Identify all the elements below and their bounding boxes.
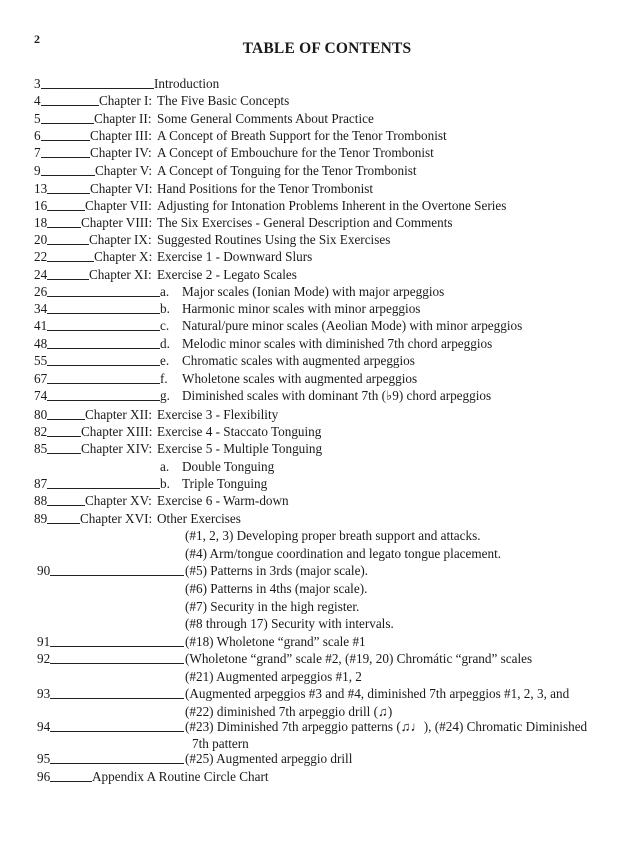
entry-title: Adjusting for Intonation Problems Inherent in the Overtone Series	[157, 198, 507, 213]
leader-line	[41, 105, 99, 106]
page-ref: 6	[34, 128, 41, 143]
entry-title: A Concept of Embouchure for the Tenor Trombonist	[157, 145, 434, 160]
exercise-description: (#4) Arm/tongue coordination and legato tongue placement.	[185, 546, 502, 561]
entry-title: Natural/pure minor scales (Aeolian Mode) with minor arpeggios	[182, 318, 523, 333]
page-ref: 91	[37, 634, 51, 649]
page-ref: 7	[34, 145, 41, 160]
chapter-label: Chapter IX:	[89, 232, 152, 247]
leader-line	[50, 731, 184, 732]
leader-line	[47, 400, 160, 401]
chapter-label: Chapter II:	[94, 111, 152, 126]
leader-line	[47, 244, 89, 245]
leader-line	[47, 453, 81, 454]
exercise-description: 7th pattern	[192, 736, 249, 751]
leader-line	[47, 261, 94, 262]
page-ref: 87	[34, 476, 48, 491]
page-ref: 94	[37, 719, 51, 734]
leader-line	[47, 436, 81, 437]
toc-entry[interactable]	[0, 750, 640, 767]
leader-line	[50, 575, 184, 576]
toc-entry[interactable]	[0, 668, 640, 685]
toc-entry[interactable]	[0, 562, 640, 579]
leader-line	[47, 193, 90, 194]
page-ref: 9	[34, 163, 41, 178]
subsection-letter: a.	[160, 459, 170, 474]
page-ref: 16	[34, 198, 48, 213]
toc-entry[interactable]	[0, 580, 640, 597]
leader-line	[50, 698, 184, 699]
chapter-label: Chapter XI:	[89, 267, 152, 282]
page-ref: 88	[34, 493, 48, 508]
chapter-label: Chapter V:	[95, 163, 153, 178]
toc-entry[interactable]	[0, 317, 640, 334]
toc-entry[interactable]	[0, 598, 640, 615]
subsection-letter: d.	[160, 336, 170, 351]
exercise-description: (#21) Augmented arpeggios #1, 2	[185, 669, 362, 684]
page-ref: 3	[34, 76, 41, 91]
entry-title: Exercise 1 - Downward Slurs	[157, 249, 313, 264]
entry-title: Exercise 5 - Multiple Tonguing	[157, 441, 323, 456]
page-ref: 85	[34, 441, 48, 456]
leader-line	[50, 663, 184, 664]
leader-line	[41, 123, 94, 124]
page-ref: 67	[34, 371, 48, 386]
leader-line	[47, 279, 89, 280]
toc-entry[interactable]	[0, 650, 640, 667]
page-ref: 80	[34, 407, 48, 422]
leader-line	[47, 365, 160, 366]
entry-title: Double Tonguing	[182, 459, 275, 474]
page-ref: 96	[37, 769, 51, 784]
page-ref: 13	[34, 181, 48, 196]
page-ref: 55	[34, 353, 48, 368]
subsection-letter: f.	[160, 371, 168, 386]
toc-entry[interactable]	[0, 492, 640, 509]
toc-entry[interactable]	[0, 423, 640, 440]
page-ref: 4	[34, 93, 41, 108]
subsection-letter: c.	[160, 318, 170, 333]
appendix-title: Appendix A Routine Circle Chart	[92, 769, 269, 784]
page-ref: 89	[34, 511, 48, 526]
page-ref: 92	[37, 651, 51, 666]
leader-line	[47, 210, 85, 211]
exercise-description: (#23) Diminished 7th arpeggio patterns (♫♩), (#24) Chromatic Diminished	[185, 719, 588, 734]
subsection-letter: g.	[160, 388, 170, 403]
exercise-description: (#25) Augmented arpeggio drill	[185, 751, 353, 766]
toc-entry[interactable]	[0, 768, 640, 785]
leader-line	[47, 383, 160, 384]
subsection-letter: a.	[160, 284, 170, 299]
chapter-label: Chapter III:	[90, 128, 152, 143]
toc-entry[interactable]	[0, 335, 640, 352]
chapter-label: Chapter I:	[99, 93, 153, 108]
entry-title: Chromatic scales with augmented arpeggios	[182, 353, 415, 368]
exercise-description: (#1, 2, 3) Developing proper breath support and attacks.	[185, 528, 481, 543]
page-ref: 93	[37, 686, 51, 701]
page-ref: 41	[34, 318, 48, 333]
toc-entry[interactable]	[0, 458, 640, 475]
chapter-label: Chapter VIII:	[81, 215, 153, 230]
exercise-description: (#6) Patterns in 4ths (major scale).	[185, 581, 368, 596]
chapter-label: Chapter XIV:	[81, 441, 153, 456]
toc-entry[interactable]	[0, 440, 640, 457]
entry-title: A Concept of Breath Support for the Tenor Trombonist	[157, 128, 447, 143]
toc-entry[interactable]	[0, 283, 640, 300]
leader-line	[47, 313, 160, 314]
chapter-label: Chapter X:	[94, 249, 153, 264]
page-ref: 90	[37, 563, 51, 578]
toc-entry[interactable]	[0, 475, 640, 492]
exercise-description: (Wholetone “grand” scale #2, (#19, 20) Chromátic “grand” scales	[185, 651, 533, 666]
page-ref: 20	[34, 232, 48, 247]
subsection-letter: b.	[160, 301, 170, 316]
page-ref: 5	[34, 111, 41, 126]
page-ref: 26	[34, 284, 48, 299]
toc-entry[interactable]	[0, 545, 640, 562]
toc-entry[interactable]	[0, 180, 640, 197]
toc-entry[interactable]	[0, 300, 640, 317]
toc-entry[interactable]	[0, 266, 640, 283]
entry-title: Major scales (Ionian Mode) with major arpeggios	[182, 284, 445, 299]
entry-title: Exercise 4 - Staccato Tonguing	[157, 424, 322, 439]
leader-line	[47, 296, 160, 297]
toc-entry[interactable]	[0, 685, 640, 702]
entry-title: Some General Comments About Practice	[157, 111, 374, 126]
chapter-label: Chapter VII:	[85, 198, 152, 213]
exercise-description: (Augmented arpeggios #3 and #4, diminished 7th arpeggios #1, 2, 3, and	[185, 686, 570, 701]
leader-line	[41, 140, 90, 141]
toc-entry[interactable]	[0, 352, 640, 369]
leader-line	[41, 88, 154, 89]
entry-title: The Five Basic Concepts	[157, 93, 290, 108]
subsection-letter: b.	[160, 476, 170, 491]
entry-title: Other Exercises	[157, 511, 241, 526]
entry-title: Melodic minor scales with diminished 7th chord arpeggios	[182, 336, 493, 351]
toc-entry[interactable]	[0, 387, 640, 404]
leader-line	[47, 227, 81, 228]
leader-line	[47, 348, 160, 349]
leader-line	[50, 646, 184, 647]
toc-entry[interactable]	[0, 510, 640, 527]
page-ref: 48	[34, 336, 48, 351]
exercise-description: (#8 through 17) Security with intervals.	[185, 616, 394, 631]
toc-entry[interactable]	[0, 615, 640, 632]
leader-line	[50, 781, 92, 782]
toc-entry[interactable]	[0, 633, 640, 650]
page-ref: 74	[34, 388, 48, 403]
toc-entry[interactable]	[0, 718, 640, 735]
exercise-description: (#18) Wholetone “grand” scale #1	[185, 634, 366, 649]
toc-entry[interactable]	[0, 110, 640, 127]
toc-entry[interactable]	[0, 370, 640, 387]
page-ref: 24	[34, 267, 48, 282]
subsection-letter: e.	[160, 353, 170, 368]
entry-title: Diminished scales with dominant 7th (♭9) chord arpeggios	[182, 388, 492, 403]
page-ref: 18	[34, 215, 48, 230]
toc-entry[interactable]	[0, 162, 640, 179]
page-ref: 22	[34, 249, 48, 264]
chapter-label: Chapter XVI:	[80, 511, 153, 526]
toc-entry[interactable]	[0, 197, 640, 214]
leader-line	[47, 330, 160, 331]
toc-entry[interactable]	[0, 406, 640, 423]
entry-title: Introduction	[154, 76, 220, 91]
leader-line	[41, 157, 90, 158]
leader-line	[47, 523, 80, 524]
exercise-description: (#7) Security in the high register.	[185, 599, 360, 614]
page-ref: 34	[34, 301, 48, 316]
entry-title: Wholetone scales with augmented arpeggios	[182, 371, 418, 386]
toc-entry[interactable]	[0, 231, 640, 248]
page-ref: 95	[37, 751, 51, 766]
entry-title: Suggested Routines Using the Six Exercises	[157, 232, 391, 247]
exercise-description: (#22) diminished 7th arpeggio drill (♫)	[185, 704, 393, 719]
chapter-label: Chapter XV:	[85, 493, 152, 508]
entry-title: The Six Exercises - General Description and Comments	[157, 215, 453, 230]
toc-entry[interactable]	[0, 75, 640, 92]
toc-entry[interactable]	[0, 248, 640, 265]
entry-title: Exercise 6 - Warm-down	[157, 493, 289, 508]
exercise-description: (#5) Patterns in 3rds (major scale).	[185, 563, 369, 578]
entry-title: Exercise 2 - Legato Scales	[157, 267, 297, 282]
entry-title: Triple Tonguing	[182, 476, 268, 491]
entry-title: Harmonic minor scales with minor arpeggios	[182, 301, 421, 316]
toc-entry[interactable]	[0, 92, 640, 109]
toc-entry[interactable]	[0, 144, 640, 161]
chapter-label: Chapter VI:	[90, 181, 153, 196]
leader-line	[47, 488, 160, 489]
chapter-label: Chapter XII:	[85, 407, 153, 422]
page-title: TABLE OF CONTENTS	[242, 40, 412, 57]
page-ref: 82	[34, 424, 48, 439]
chapter-label: Chapter XIII:	[81, 424, 153, 439]
leader-line	[41, 175, 95, 176]
entry-title: A Concept of Tonguing for the Tenor Trombonist	[157, 163, 417, 178]
toc-entry[interactable]	[0, 527, 640, 544]
leader-line	[47, 419, 85, 420]
leader-line	[47, 505, 85, 506]
toc-entry[interactable]	[0, 127, 640, 144]
chapter-label: Chapter IV:	[90, 145, 152, 160]
entry-title: Exercise 3 - Flexibility	[157, 407, 279, 422]
page-number: 2	[34, 32, 40, 46]
leader-line	[50, 763, 184, 764]
entry-title: Hand Positions for the Tenor Trombonist	[157, 181, 374, 196]
toc-entry[interactable]	[0, 214, 640, 231]
